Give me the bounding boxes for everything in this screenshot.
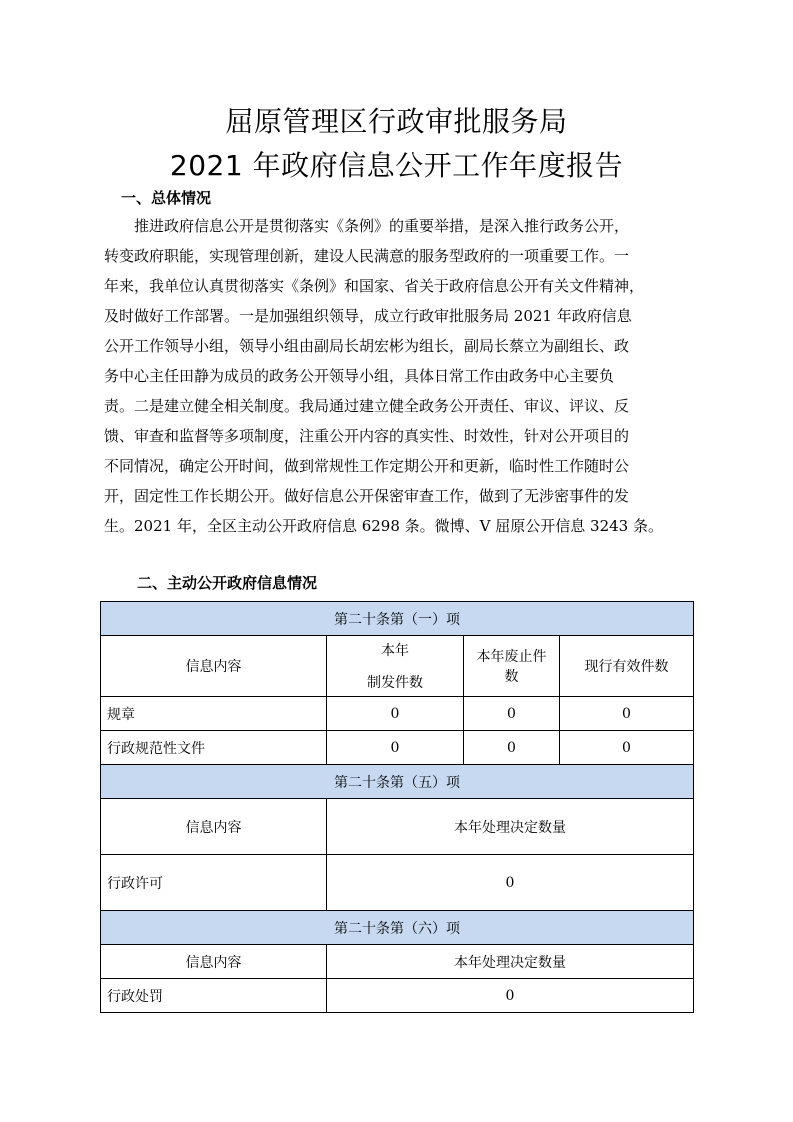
cell-value: 0 <box>464 731 560 765</box>
paragraph-line: 公开工作领导小组，领导小组由副局长胡宏彬为组长，副局长蔡立为副组长、政 <box>104 337 630 355</box>
header-valid-count: 现行有效件数 <box>560 636 694 697</box>
paragraph-line: 开，固定性工作长期公开。做好信息公开保密审查工作，做到了无涉密事件的发 <box>104 487 630 505</box>
paragraph-line: 推进政府信息公开是贯彻落实《条例》的重要举措，是深入推行政务公开， <box>134 217 630 235</box>
header-content: 信息内容 <box>101 636 327 697</box>
header-abolish-count: 本年废止件数 <box>464 636 560 697</box>
row-label: 行政处罚 <box>101 979 327 1013</box>
band-item-6: 第二十条第（六）项 <box>101 911 694 945</box>
cell-value: 0 <box>327 855 694 911</box>
cell-value: 0 <box>327 731 464 765</box>
table-row <box>101 697 694 731</box>
table-header-row <box>101 799 694 855</box>
section-heading-overview: 一、总体情况 <box>121 189 212 207</box>
cell-value: 0 <box>327 697 464 731</box>
paragraph-line: 务中心主任田静为成员的政务公开领导小组，具体日常工作由政务中心主要负 <box>104 367 615 385</box>
document-title-line1: 屈原管理区行政审批服务局 <box>225 105 568 138</box>
table-row <box>101 731 694 765</box>
row-label: 规章 <box>101 697 327 731</box>
row-label: 行政许可 <box>101 855 327 911</box>
paragraph-line: 责。二是建立健全相关制度。我局通过建立健全政务公开责任、审议、评议、反 <box>104 397 630 415</box>
disclosure-table <box>100 601 694 1013</box>
paragraph-line: 生。2021 年，全区主动公开政府信息 6298 条。微博、V 屈原公开信息 3243 条。 <box>104 517 663 535</box>
header-decision-count: 本年处理决定数量 <box>327 945 694 979</box>
header-new-count <box>327 636 464 697</box>
header-content: 信息内容 <box>101 799 327 855</box>
paragraph-line: 年来，我单位认真贯彻落实《条例》和国家、省关于政府信息公开有关文件精神， <box>104 277 645 295</box>
paragraph-line: 馈、审查和监督等多项制度，注重公开内容的真实性、时效性，针对公开项目的 <box>104 427 630 445</box>
header-decision-count: 本年处理决定数量 <box>327 799 694 855</box>
table-row <box>101 855 694 911</box>
table-section-header <box>101 602 694 636</box>
band-item-5: 第二十条第（五）项 <box>101 765 694 799</box>
section-heading-disclosure: 二、主动公开政府信息情况 <box>137 574 318 592</box>
table-header-row <box>101 636 694 697</box>
band-item-1: 第二十条第（一）项 <box>101 602 694 636</box>
paragraph-line: 不同情况，确定公开时间，做到常规性工作定期公开和更新，临时性工作随时公 <box>104 457 630 475</box>
paragraph-line: 转变政府职能，实现管理创新，建设人民满意的服务型政府的一项重要工作。一 <box>104 247 630 265</box>
document-title-line2: 2021 年政府信息公开工作年度报告 <box>169 149 624 182</box>
header-new-line2: 制发件数 <box>367 675 423 691</box>
overview-paragraph <box>104 211 686 541</box>
table-section-header <box>101 911 694 945</box>
cell-value: 0 <box>464 697 560 731</box>
table-row <box>101 979 694 1013</box>
paragraph-line: 及时做好工作部署。一是加强组织领导，成立行政审批服务局 2021 年政府信息 <box>104 307 632 325</box>
row-label: 行政规范性文件 <box>101 731 327 765</box>
cell-value: 0 <box>560 697 694 731</box>
cell-value: 0 <box>327 979 694 1013</box>
header-content: 信息内容 <box>101 945 327 979</box>
cell-value: 0 <box>560 731 694 765</box>
table-header-row <box>101 945 694 979</box>
table-section-header <box>101 765 694 799</box>
header-new-line1: 本年 <box>381 643 409 659</box>
